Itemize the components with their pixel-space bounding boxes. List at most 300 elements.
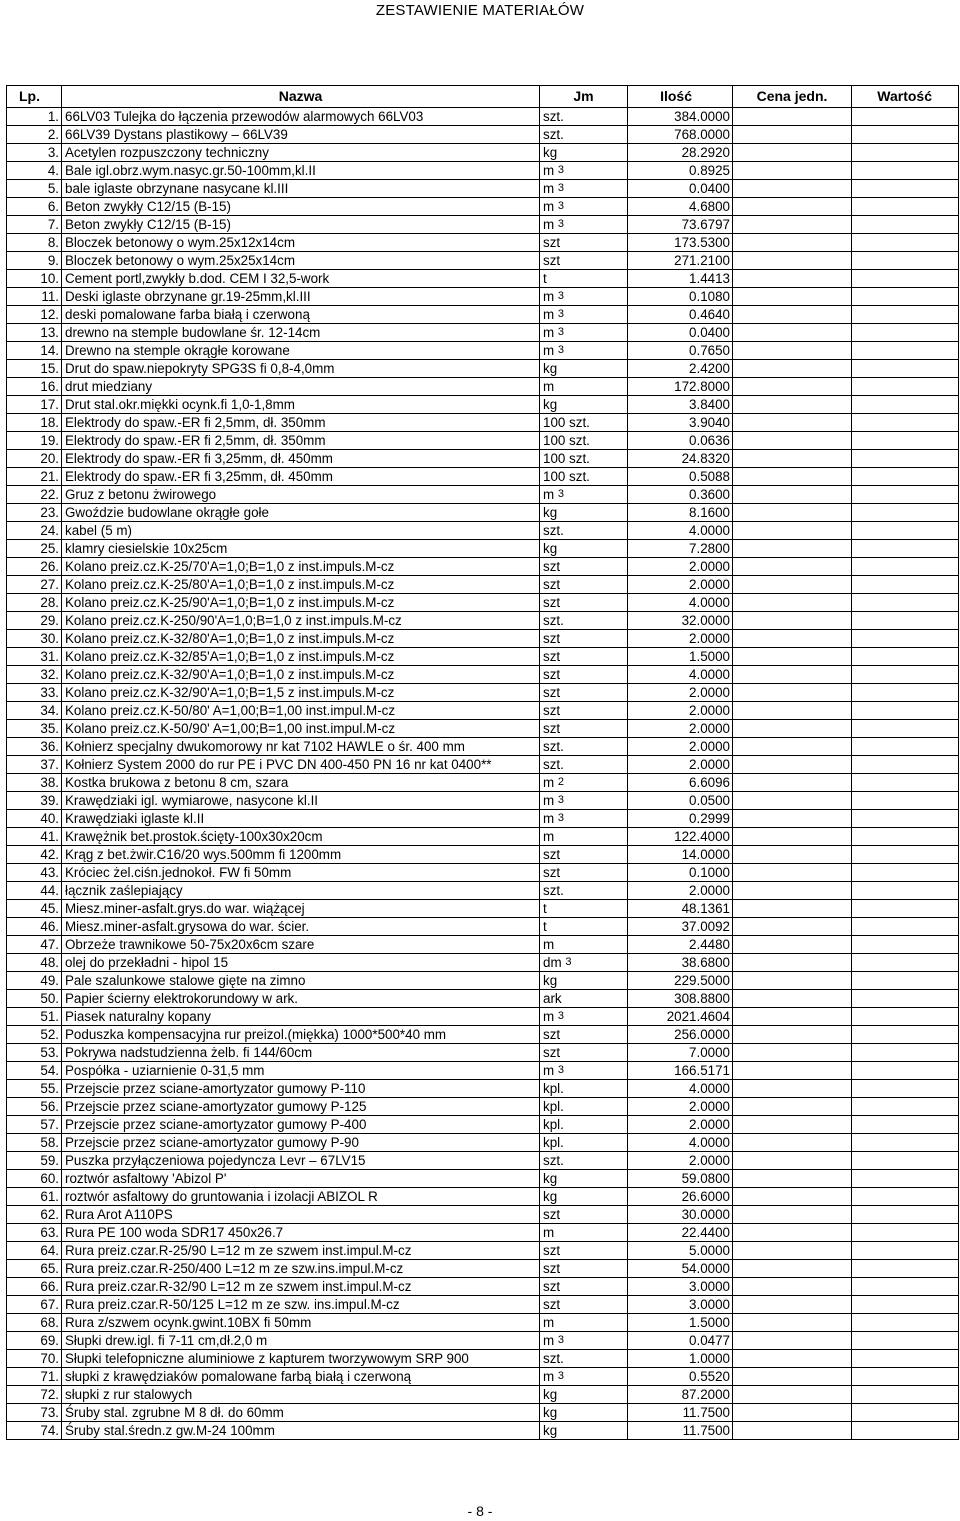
row-cena-jedn	[733, 1278, 852, 1296]
row-wartosc	[852, 684, 959, 702]
row-wartosc	[852, 954, 959, 972]
table-row	[7, 1026, 959, 1044]
row-cena-jedn	[733, 468, 852, 486]
row-jm: szt	[540, 252, 628, 270]
row-wartosc	[852, 1260, 959, 1278]
table-row	[7, 828, 959, 846]
row-jm: 100 szt.	[540, 450, 628, 468]
row-cena-jedn	[733, 1026, 852, 1044]
table-row	[7, 360, 959, 378]
row-wartosc	[852, 774, 959, 792]
row-cena-jedn	[733, 1008, 852, 1026]
row-wartosc	[852, 1386, 959, 1404]
row-cena-jedn	[733, 162, 852, 180]
table-row	[7, 576, 959, 594]
row-nazwa: Elektrody do spaw.-ER fi 3,25mm, dł. 450mm	[62, 468, 540, 486]
row-lp: 41.	[7, 828, 62, 846]
table-row	[7, 1152, 959, 1170]
row-jm: kg	[540, 1422, 628, 1440]
row-ilosc: 1.4413	[628, 270, 733, 288]
row-ilosc: 0.0400	[628, 180, 733, 198]
row-nazwa: Kolano preiz.cz.K-32/90'A=1,0;B=1,5 z inst.impuls.M-cz	[62, 684, 540, 702]
row-nazwa: Bloczek betonowy o wym.25x12x14cm	[62, 234, 540, 252]
row-jm: t	[540, 918, 628, 936]
row-wartosc	[852, 666, 959, 684]
row-jm: dm 3	[540, 954, 628, 972]
row-wartosc	[852, 216, 959, 234]
row-wartosc	[852, 414, 959, 432]
row-lp: 40.	[7, 810, 62, 828]
row-jm: kg	[540, 1404, 628, 1422]
row-lp: 14.	[7, 342, 62, 360]
row-wartosc	[852, 648, 959, 666]
row-lp: 19.	[7, 432, 62, 450]
row-lp: 50.	[7, 990, 62, 1008]
table-row	[7, 396, 959, 414]
row-jm: m	[540, 936, 628, 954]
row-lp: 2.	[7, 126, 62, 144]
row-wartosc	[852, 1080, 959, 1098]
table-row	[7, 936, 959, 954]
table-row	[7, 630, 959, 648]
row-jm: m 3	[540, 792, 628, 810]
row-wartosc	[852, 810, 959, 828]
row-ilosc: 308.8800	[628, 990, 733, 1008]
row-jm: kg	[540, 540, 628, 558]
row-cena-jedn	[733, 720, 852, 738]
row-jm: szt.	[540, 108, 628, 126]
row-ilosc: 0.0636	[628, 432, 733, 450]
row-ilosc: 48.1361	[628, 900, 733, 918]
row-nazwa: Przejscie przez sciane-amortyzator gumowy P-90	[62, 1134, 540, 1152]
row-lp: 38.	[7, 774, 62, 792]
row-nazwa: bale iglaste obrzynane nasycane kl.III	[62, 180, 540, 198]
header-ilosc: Ilość	[628, 86, 733, 108]
row-lp: 44.	[7, 882, 62, 900]
row-nazwa: Bale igl.obrz.wym.nasyc.gr.50-100mm,kl.II	[62, 162, 540, 180]
table-row	[7, 882, 959, 900]
row-jm: kg	[540, 360, 628, 378]
row-nazwa: Rura Arot A110PS	[62, 1206, 540, 1224]
row-wartosc	[852, 756, 959, 774]
table-row	[7, 1098, 959, 1116]
row-lp: 72.	[7, 1386, 62, 1404]
table-row	[7, 504, 959, 522]
table-row	[7, 810, 959, 828]
table-row	[7, 414, 959, 432]
row-wartosc	[852, 972, 959, 990]
row-nazwa: łącznik zaślepiający	[62, 882, 540, 900]
table-row	[7, 1062, 959, 1080]
table-row	[7, 1260, 959, 1278]
row-lp: 57.	[7, 1116, 62, 1134]
row-nazwa: klamry ciesielskie 10x25cm	[62, 540, 540, 558]
row-lp: 65.	[7, 1260, 62, 1278]
row-wartosc	[852, 378, 959, 396]
table-row	[7, 1278, 959, 1296]
row-lp: 4.	[7, 162, 62, 180]
row-nazwa: Rura preiz.czar.R-50/125 L=12 m ze szw. ins.impul.M-cz	[62, 1296, 540, 1314]
table-row	[7, 1188, 959, 1206]
row-nazwa: Kolano preiz.cz.K-250/90'A=1,0;B=1,0 z inst.impuls.M-cz	[62, 612, 540, 630]
materials-table	[6, 85, 959, 1440]
row-cena-jedn	[733, 1188, 852, 1206]
row-nazwa: Słupki drew.igl. fi 7-11 cm,dł.2,0 m	[62, 1332, 540, 1350]
row-lp: 49.	[7, 972, 62, 990]
row-jm: szt	[540, 720, 628, 738]
table-row	[7, 1116, 959, 1134]
table-row	[7, 1296, 959, 1314]
row-lp: 28.	[7, 594, 62, 612]
row-cena-jedn	[733, 1422, 852, 1440]
table-row	[7, 846, 959, 864]
row-wartosc	[852, 270, 959, 288]
row-cena-jedn	[733, 1386, 852, 1404]
row-lp: 70.	[7, 1350, 62, 1368]
row-cena-jedn	[733, 270, 852, 288]
row-cena-jedn	[733, 1224, 852, 1242]
row-lp: 67.	[7, 1296, 62, 1314]
row-nazwa: deski pomalowane farba białą i czerwoną	[62, 306, 540, 324]
row-cena-jedn	[733, 1350, 852, 1368]
row-wartosc	[852, 828, 959, 846]
row-jm: m 3	[540, 288, 628, 306]
row-lp: 1.	[7, 108, 62, 126]
row-cena-jedn	[733, 918, 852, 936]
row-lp: 13.	[7, 324, 62, 342]
row-nazwa: Bloczek betonowy o wym.25x25x14cm	[62, 252, 540, 270]
row-cena-jedn	[733, 1296, 852, 1314]
row-ilosc: 4.0000	[628, 1080, 733, 1098]
row-lp: 9.	[7, 252, 62, 270]
row-nazwa: Krawężnik bet.prostok.ścięty-100x30x20cm	[62, 828, 540, 846]
row-cena-jedn	[733, 1098, 852, 1116]
row-jm: szt	[540, 648, 628, 666]
row-ilosc: 0.4640	[628, 306, 733, 324]
row-nazwa: Miesz.miner-asfalt.grysowa do war. ścier.	[62, 918, 540, 936]
table-row	[7, 252, 959, 270]
row-ilosc: 2.0000	[628, 576, 733, 594]
row-cena-jedn	[733, 864, 852, 882]
row-cena-jedn	[733, 126, 852, 144]
row-lp: 63.	[7, 1224, 62, 1242]
table-row	[7, 738, 959, 756]
row-cena-jedn	[733, 1062, 852, 1080]
table-row	[7, 1314, 959, 1332]
row-lp: 18.	[7, 414, 62, 432]
row-ilosc: 87.2000	[628, 1386, 733, 1404]
row-nazwa: Kolano preiz.cz.K-32/90'A=1,0;B=1,0 z inst.impuls.M-cz	[62, 666, 540, 684]
row-ilosc: 0.0477	[628, 1332, 733, 1350]
row-lp: 45.	[7, 900, 62, 918]
table-row	[7, 216, 959, 234]
row-ilosc: 73.6797	[628, 216, 733, 234]
row-cena-jedn	[733, 1044, 852, 1062]
row-lp: 48.	[7, 954, 62, 972]
row-cena-jedn	[733, 324, 852, 342]
row-nazwa: słupki z rur stalowych	[62, 1386, 540, 1404]
row-nazwa: Śruby stal.średn.z gw.M-24 100mm	[62, 1422, 540, 1440]
row-wartosc	[852, 1314, 959, 1332]
row-cena-jedn	[733, 414, 852, 432]
row-wartosc	[852, 1242, 959, 1260]
row-wartosc	[852, 1422, 959, 1440]
row-nazwa: Rura PE 100 woda SDR17 450x26.7	[62, 1224, 540, 1242]
row-cena-jedn	[733, 360, 852, 378]
row-cena-jedn	[733, 216, 852, 234]
row-wartosc	[852, 324, 959, 342]
row-lp: 33.	[7, 684, 62, 702]
row-nazwa: Przejscie przez sciane-amortyzator gumowy P-125	[62, 1098, 540, 1116]
row-wartosc	[852, 1278, 959, 1296]
row-nazwa: Beton zwykły C12/15 (B-15)	[62, 198, 540, 216]
row-wartosc	[852, 1134, 959, 1152]
row-ilosc: 54.0000	[628, 1260, 733, 1278]
table-body	[7, 108, 959, 1440]
table-row	[7, 288, 959, 306]
row-cena-jedn	[733, 1260, 852, 1278]
row-ilosc: 4.0000	[628, 594, 733, 612]
row-lp: 71.	[7, 1368, 62, 1386]
row-jm: szt.	[540, 756, 628, 774]
row-nazwa: Kolano preiz.cz.K-32/85'A=1,0;B=1,0 z inst.impuls.M-cz	[62, 648, 540, 666]
table-row	[7, 1386, 959, 1404]
table-row	[7, 792, 959, 810]
row-nazwa: drut miedziany	[62, 378, 540, 396]
row-lp: 8.	[7, 234, 62, 252]
row-ilosc: 59.0800	[628, 1170, 733, 1188]
row-jm: 100 szt.	[540, 414, 628, 432]
row-ilosc: 173.5300	[628, 234, 733, 252]
row-cena-jedn	[733, 828, 852, 846]
row-jm: kg	[540, 1386, 628, 1404]
table-row	[7, 558, 959, 576]
row-cena-jedn	[733, 936, 852, 954]
row-ilosc: 2.0000	[628, 684, 733, 702]
table-row	[7, 1242, 959, 1260]
row-lp: 61.	[7, 1188, 62, 1206]
row-lp: 29.	[7, 612, 62, 630]
row-nazwa: Króciec żel.ciśn.jednokoł. FW fi 50mm	[62, 864, 540, 882]
row-wartosc	[852, 342, 959, 360]
row-cena-jedn	[733, 522, 852, 540]
row-nazwa: Kostka brukowa z betonu 8 cm, szara	[62, 774, 540, 792]
row-nazwa: Pokrywa nadstudzienna żelb. fi 144/60cm	[62, 1044, 540, 1062]
row-cena-jedn	[733, 630, 852, 648]
page-number: - 8 -	[467, 1503, 493, 1519]
row-jm: m 3	[540, 306, 628, 324]
row-cena-jedn	[733, 648, 852, 666]
table-row	[7, 1350, 959, 1368]
table-row	[7, 234, 959, 252]
table-row	[7, 540, 959, 558]
table-row	[7, 1332, 959, 1350]
row-ilosc: 0.3600	[628, 486, 733, 504]
row-cena-jedn	[733, 252, 852, 270]
row-wartosc	[852, 144, 959, 162]
row-jm: szt	[540, 1278, 628, 1296]
table-row	[7, 720, 959, 738]
row-jm: szt	[540, 594, 628, 612]
row-cena-jedn	[733, 774, 852, 792]
row-wartosc	[852, 360, 959, 378]
row-cena-jedn	[733, 432, 852, 450]
table-row	[7, 270, 959, 288]
row-jm: szt.	[540, 1152, 628, 1170]
row-cena-jedn	[733, 900, 852, 918]
row-nazwa: Kołnierz specjalny dwukomorowy nr kat 7102 HAWLE o śr. 400 mm	[62, 738, 540, 756]
row-nazwa: Miesz.miner-asfalt.grys.do war. wiążącej	[62, 900, 540, 918]
row-nazwa: Rura z/szwem ocynk.gwint.10BX fi 50mm	[62, 1314, 540, 1332]
row-cena-jedn	[733, 306, 852, 324]
row-ilosc: 4.0000	[628, 666, 733, 684]
row-wartosc	[852, 1152, 959, 1170]
row-ilosc: 24.8320	[628, 450, 733, 468]
row-ilosc: 2.0000	[628, 630, 733, 648]
table-header-row	[7, 86, 959, 108]
row-lp: 52.	[7, 1026, 62, 1044]
row-jm: t	[540, 900, 628, 918]
row-ilosc: 38.6800	[628, 954, 733, 972]
row-ilosc: 4.6800	[628, 198, 733, 216]
row-ilosc: 3.9040	[628, 414, 733, 432]
table-row	[7, 342, 959, 360]
row-jm: szt	[540, 684, 628, 702]
row-lp: 12.	[7, 306, 62, 324]
row-nazwa: Elektrody do spaw.-ER fi 2,5mm, dł. 350mm	[62, 414, 540, 432]
row-nazwa: Cement portl,zwykły b.dod. CEM I 32,5-work	[62, 270, 540, 288]
row-jm: t	[540, 270, 628, 288]
row-cena-jedn	[733, 486, 852, 504]
row-wartosc	[852, 504, 959, 522]
row-ilosc: 2.0000	[628, 738, 733, 756]
row-nazwa: Kolano preiz.cz.K-25/90'A=1,0;B=1,0 z inst.impuls.M-cz	[62, 594, 540, 612]
document-title: ZESTAWIENIE MATERIAŁÓW	[375, 2, 585, 19]
row-cena-jedn	[733, 810, 852, 828]
row-jm: m 3	[540, 162, 628, 180]
row-ilosc: 3.0000	[628, 1296, 733, 1314]
row-nazwa: Obrzeże trawnikowe 50-75x20x6cm szare	[62, 936, 540, 954]
row-cena-jedn	[733, 234, 852, 252]
row-nazwa: Kolano preiz.cz.K-25/80'A=1,0;B=1,0 z inst.impuls.M-cz	[62, 576, 540, 594]
row-nazwa: Poduszka kompensacyjna rur preizol.(miękka) 1000*500*40 mm	[62, 1026, 540, 1044]
header-cena-jedn: Cena jedn.	[733, 86, 852, 108]
row-wartosc	[852, 252, 959, 270]
row-nazwa: Kolano preiz.cz.K-50/90' A=1,00;B=1,00 inst.impul.M-cz	[62, 720, 540, 738]
row-nazwa: Krawędziaki igl. wymiarowe, nasycone kl.II	[62, 792, 540, 810]
table-row	[7, 1422, 959, 1440]
row-jm: m 3	[540, 342, 628, 360]
row-jm: m 3	[540, 324, 628, 342]
row-jm: m 3	[540, 810, 628, 828]
table-row	[7, 594, 959, 612]
row-ilosc: 26.6000	[628, 1188, 733, 1206]
row-wartosc	[852, 1062, 959, 1080]
row-lp: 26.	[7, 558, 62, 576]
row-wartosc	[852, 792, 959, 810]
table-row	[7, 324, 959, 342]
row-wartosc	[852, 702, 959, 720]
row-lp: 56.	[7, 1098, 62, 1116]
row-nazwa: Śruby stal. zgrubne M 8 dł. do 60mm	[62, 1404, 540, 1422]
row-wartosc	[852, 540, 959, 558]
table-row	[7, 126, 959, 144]
row-lp: 20.	[7, 450, 62, 468]
row-wartosc	[852, 486, 959, 504]
row-wartosc	[852, 1188, 959, 1206]
row-lp: 54.	[7, 1062, 62, 1080]
row-wartosc	[852, 864, 959, 882]
table-row	[7, 1044, 959, 1062]
row-ilosc: 122.4000	[628, 828, 733, 846]
row-jm: ark	[540, 990, 628, 1008]
row-lp: 62.	[7, 1206, 62, 1224]
row-lp: 5.	[7, 180, 62, 198]
row-ilosc: 7.0000	[628, 1044, 733, 1062]
row-ilosc: 28.2920	[628, 144, 733, 162]
row-nazwa: Elektrody do spaw.-ER fi 2,5mm, dł. 350mm	[62, 432, 540, 450]
row-ilosc: 4.0000	[628, 1134, 733, 1152]
row-lp: 68.	[7, 1314, 62, 1332]
table-row	[7, 666, 959, 684]
row-cena-jedn	[733, 1080, 852, 1098]
row-nazwa: Papier ścierny elektrokorundowy w ark.	[62, 990, 540, 1008]
row-wartosc	[852, 180, 959, 198]
row-cena-jedn	[733, 198, 852, 216]
row-jm: szt	[540, 1296, 628, 1314]
row-nazwa: Acetylen rozpuszczony techniczny	[62, 144, 540, 162]
header-wartosc: Wartość	[852, 86, 959, 108]
row-cena-jedn	[733, 612, 852, 630]
row-nazwa: Drut do spaw.niepokryty SPG3S fi 0,8-4,0mm	[62, 360, 540, 378]
row-jm: m 3	[540, 1008, 628, 1026]
row-lp: 34.	[7, 702, 62, 720]
table-row	[7, 450, 959, 468]
row-nazwa: 66LV03 Tulejka do łączenia przewodów alarmowych 66LV03	[62, 108, 540, 126]
row-jm: szt	[540, 864, 628, 882]
row-ilosc: 5.0000	[628, 1242, 733, 1260]
table-row	[7, 180, 959, 198]
row-cena-jedn	[733, 756, 852, 774]
row-cena-jedn	[733, 288, 852, 306]
row-wartosc	[852, 1296, 959, 1314]
table-row	[7, 702, 959, 720]
row-jm: szt.	[540, 612, 628, 630]
row-ilosc: 32.0000	[628, 612, 733, 630]
table-row	[7, 900, 959, 918]
row-lp: 6.	[7, 198, 62, 216]
row-lp: 21.	[7, 468, 62, 486]
row-ilosc: 3.8400	[628, 396, 733, 414]
row-wartosc	[852, 468, 959, 486]
row-ilosc: 0.5088	[628, 468, 733, 486]
row-ilosc: 2.0000	[628, 1116, 733, 1134]
table-row	[7, 864, 959, 882]
row-ilosc: 1.5000	[628, 1314, 733, 1332]
table-row	[7, 1206, 959, 1224]
row-ilosc: 3.0000	[628, 1278, 733, 1296]
row-lp: 27.	[7, 576, 62, 594]
row-jm: m	[540, 1224, 628, 1242]
row-nazwa: Rura preiz.czar.R-32/90 L=12 m ze szwem inst.impul.M-cz	[62, 1278, 540, 1296]
row-wartosc	[852, 900, 959, 918]
row-nazwa: Kołnierz System 2000 do rur PE i PVC DN 400-450 PN 16 nr kat 0400**	[62, 756, 540, 774]
row-wartosc	[852, 1332, 959, 1350]
row-nazwa: Pale szalunkowe stalowe gięte na zimno	[62, 972, 540, 990]
row-nazwa: Gruz z betonu żwirowego	[62, 486, 540, 504]
row-jm: kpl.	[540, 1116, 628, 1134]
row-wartosc	[852, 1350, 959, 1368]
